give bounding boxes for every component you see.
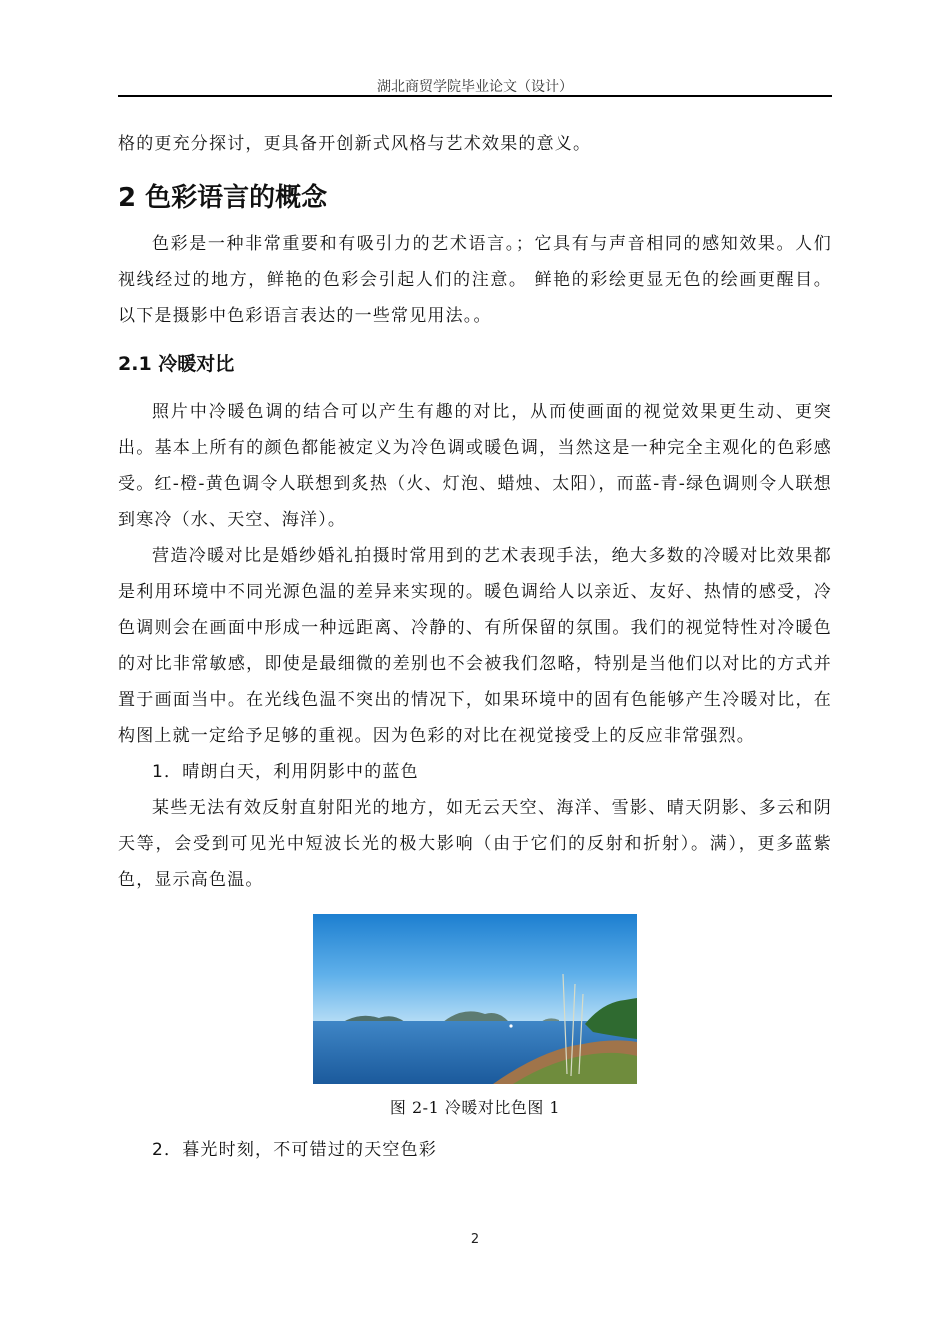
paragraph-color-language: 色彩是一种非常重要和有吸引力的艺术语言。；它具有与声音相同的感知效果。人们视线经过的地方，鲜艳的色彩会引起人们的注意。 鲜艳的彩绘更显无色的绘画更醒目。 以下是摄影中色彩语言表达的一些常见用法。。 xyxy=(118,234,832,326)
page-number: 2 xyxy=(470,1232,480,1247)
header-rule xyxy=(118,95,832,97)
paragraph-item-1: 某些无法有效反射直射阳光的地方，如无云天空、海洋、雪影、晴天阴影、多云和阴天等，会受到可见光中短波长光的极大影响（由于它们的反射和折射）。满），更多蓝紫色，显示高色温。 xyxy=(118,798,832,890)
paragraph-intro-tail: 格的更充分探讨，更具备开创新式风格与艺术效果的意义。 xyxy=(118,134,592,154)
page-header: 湖北商贸学院毕业论文（设计） xyxy=(377,79,573,95)
paragraph-contrast-2: 营造冷暖对比是婚纱婚礼拍摄时常用到的艺术表现手法，绝大多数的冷暖对比效果都是利用环境中不同光源色温的差异来实现的。暖色调给人以亲近、友好、热情的感受，冷色调则会在画面中形成一种远距离、冷静的、有所保留的氛围。我们的视觉特性对冷暖色的对比非常敏感，即使是最细微的差别也不会被我们忽略，特别是当他们以对比的方式并置于画面当中。在光线色温不突出的情况下，如果环境中的固有色能够产生冷暖对比，在构图上就一定给予足够的重视。因为色彩的对比在视觉接受上的反应非常强烈。 xyxy=(118,546,832,746)
list-item-2: 2．暮光时刻，不可错过的天空色彩 xyxy=(152,1140,438,1160)
subsection-heading: 2.1 冷暖对比 xyxy=(118,353,235,375)
list-item-1: 1．晴朗白天，利用阴影中的蓝色 xyxy=(152,762,419,782)
section-heading: 2 色彩语言的概念 xyxy=(118,183,328,213)
seascape-photo xyxy=(313,914,637,1084)
paragraph-contrast-1: 照片中冷暖色调的结合可以产生有趣的对比，从而使画面的视觉效果更生动、更突出。基本上所有的颜色都能被定义为冷色调或暖色调，当然这是一种完全主观化的色彩感受。红-橙-黄色调令人联想到炙热（火、灯泡、蜡烛、太阳），而蓝-青-绿色调则令人联想到寒冷（水、天空、海洋）。 xyxy=(118,402,832,530)
figure-seascape-photo xyxy=(313,914,637,1084)
figure-caption: 图 2-1 冷暖对比色图 1 xyxy=(389,1098,561,1117)
page-content xyxy=(118,126,832,1168)
